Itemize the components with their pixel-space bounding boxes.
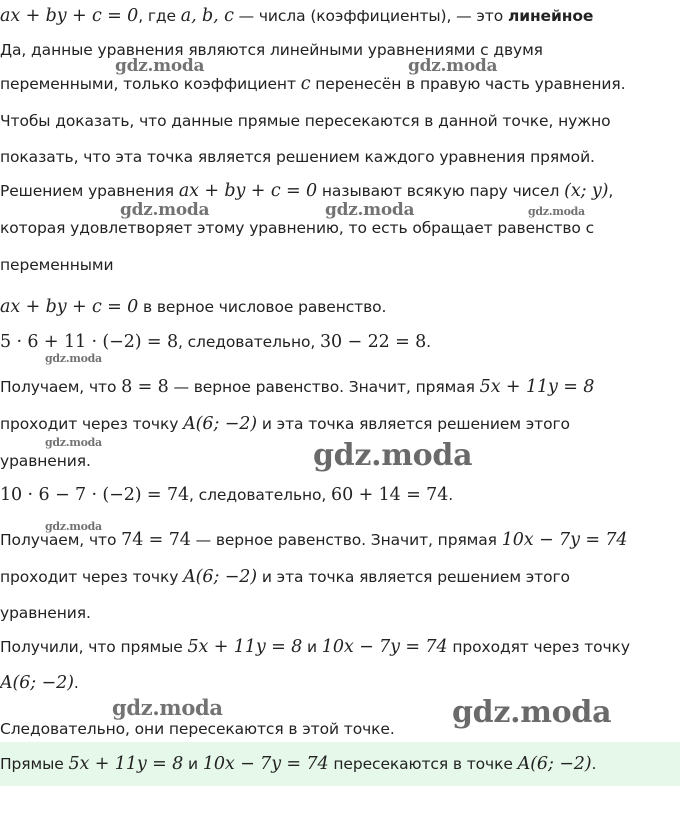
text-fragment: — числа (коэффициенты), — это [233, 7, 508, 25]
text-fragment: и [302, 638, 322, 656]
math-expression: 60 + 14 = 74 [331, 485, 449, 505]
math-expression: ax + by + c = 0 [0, 6, 139, 26]
text-fragment: , следовательно, [177, 333, 321, 351]
text-line [0, 567, 680, 587]
math-expression: (x; y) [564, 181, 609, 201]
text-fragment: пересекаются в точке [328, 755, 518, 773]
text-fragment: — верное равенство. Значит, прямая [190, 531, 502, 549]
math-expression: 5 · 6 + 11 · (−2) = 8 [0, 332, 178, 352]
text-fragment: и [183, 755, 203, 773]
text-line: Чтобы доказать, что данные прямые пересекаются в данной точке, нужно [0, 112, 611, 130]
math-expression: 5x + 11y = 8 [479, 377, 595, 397]
math-expression: A(6; −2) [0, 673, 74, 693]
text-fragment: в верное числовое равенство. [138, 298, 387, 316]
math-expression: 10x − 7y = 74 [202, 754, 329, 774]
math-expression: 8 = 8 [121, 377, 169, 397]
text-line: Да, данные уравнения являются линейными уравнениями с двумя [0, 41, 543, 59]
watermark: gdz.moda [45, 436, 102, 449]
text-line: показать, что эта точка является решением каждого уравнения прямой. [0, 148, 595, 166]
math-expression: 10x − 7y = 74 [321, 637, 448, 657]
text-fragment: Решением уравнения [0, 182, 179, 200]
text-line [0, 530, 680, 550]
text-fragment: Получили, что прямые [0, 638, 188, 656]
bold-term: линейное [507, 7, 594, 25]
math-expression: a, b, c [180, 6, 234, 26]
watermark: gdz.moda [325, 200, 415, 220]
watermark: gdz.moda [452, 695, 612, 730]
text-line [0, 181, 680, 201]
answer-line [0, 754, 680, 774]
text-fragment: . [591, 755, 597, 773]
math-expression: ax + by + c = 0 [178, 181, 318, 201]
text-line [0, 74, 680, 94]
text-fragment: перенесён в правую часть уравнения. [310, 75, 626, 93]
text-line [0, 332, 680, 352]
text-line [0, 485, 680, 505]
watermark: gdz.moda [528, 205, 585, 218]
watermark: gdz.moda [120, 200, 210, 220]
text-fragment: и эта точка является решением этого [257, 415, 570, 433]
watermark: gdz.moda [45, 520, 102, 533]
text-line: которая удовлетворяет этому уравнению, то есть обращает равенство с [0, 219, 595, 237]
text-line [0, 637, 680, 657]
math-expression: A(6; −2) [183, 414, 258, 434]
text-line [0, 414, 680, 434]
text-line: переменными [0, 256, 114, 274]
text-fragment: Прямые [0, 755, 69, 773]
math-expression: A(6; −2) [517, 754, 592, 774]
text-fragment: и эта точка является решением этого [257, 568, 570, 586]
math-expression: 30 − 22 = 8 [320, 332, 427, 352]
text-fragment: переменными, только коэффициент [0, 75, 301, 93]
math-expression: A(6; −2) [183, 567, 258, 587]
watermark: gdz.moda [115, 56, 205, 76]
text-fragment: . [448, 486, 454, 504]
text-line: Следовательно, они пересекаются в этой точке. [0, 720, 395, 738]
math-expression: c [300, 74, 311, 94]
watermark: gdz.moda [313, 438, 473, 473]
text-line: уравнения. [0, 452, 91, 470]
watermark: gdz.moda [45, 352, 102, 365]
text-fragment: . [73, 674, 79, 692]
text-line [0, 297, 680, 317]
text-fragment: проходит через точку [0, 415, 184, 433]
text-fragment: , следовательно, [189, 486, 332, 504]
text-fragment: , где [138, 7, 181, 25]
text-line [0, 377, 680, 397]
text-line [0, 673, 680, 693]
text-fragment: Получаем, что [0, 378, 122, 396]
math-expression: ax + by + c = 0 [0, 297, 139, 317]
text-line [0, 6, 680, 26]
math-expression: 10 · 6 − 7 · (−2) = 74 [0, 485, 190, 505]
text-fragment: , [608, 182, 614, 200]
text-line: уравнения. [0, 604, 91, 622]
text-fragment: — верное равенство. Значит, прямая [168, 378, 480, 396]
math-expression: 5x + 11y = 8 [68, 754, 184, 774]
text-fragment: называют всякую пару чисел [317, 182, 565, 200]
math-expression: 5x + 11y = 8 [187, 637, 303, 657]
text-fragment: проходит через точку [0, 568, 184, 586]
text-fragment: проходят через точку [447, 638, 630, 656]
text-fragment: Получаем, что [0, 531, 122, 549]
watermark: gdz.moda [408, 56, 498, 76]
math-expression: 74 = 74 [121, 530, 191, 550]
math-expression: 10x − 7y = 74 [501, 530, 628, 550]
text-fragment: . [426, 333, 431, 351]
watermark: gdz.moda [112, 695, 223, 720]
